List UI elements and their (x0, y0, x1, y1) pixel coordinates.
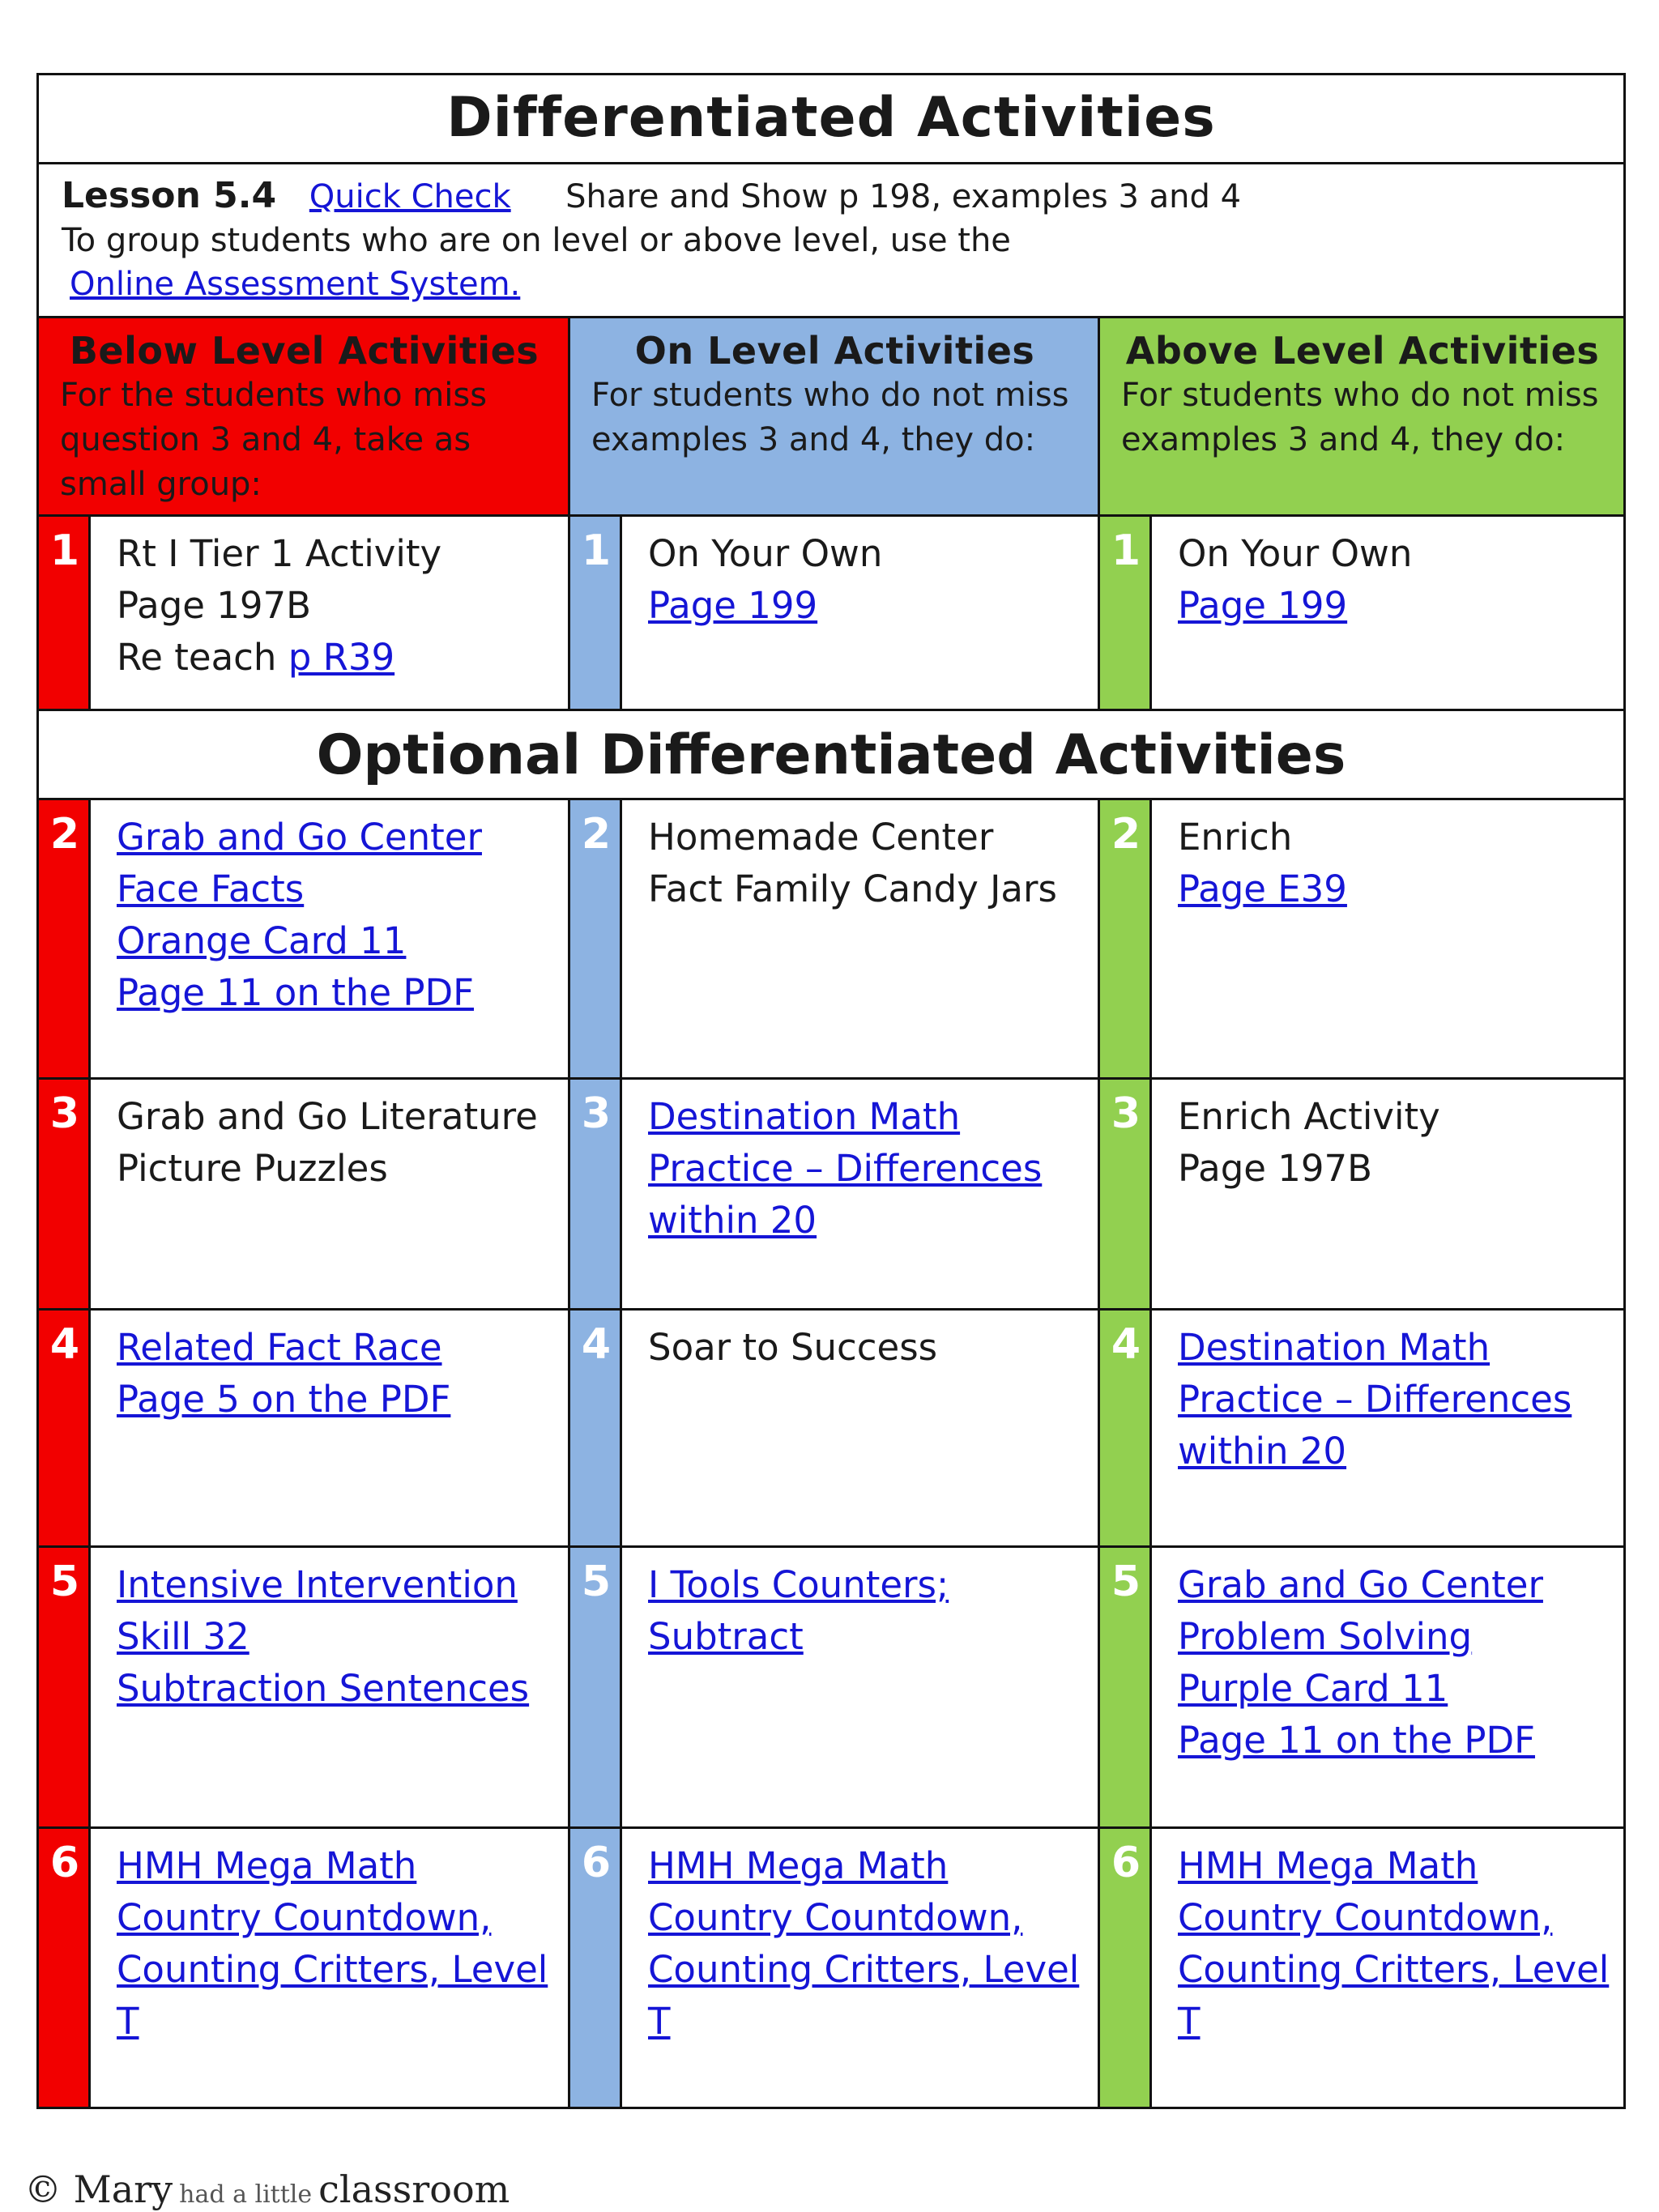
activity-link[interactable]: Page 11 on the PDF (117, 971, 474, 1014)
activity-link[interactable]: T (1178, 2000, 1201, 2043)
below-activity-3 (39, 1080, 570, 1311)
below-level-header (39, 318, 570, 517)
activity-link[interactable]: I Tools Counters; (648, 1563, 949, 1606)
activity-text: On Your Own (1178, 532, 1413, 575)
activity-link[interactable]: Orange Card 11 (117, 919, 407, 962)
activity-link[interactable]: Intensive Intervention (117, 1563, 518, 1606)
on-level-header (570, 318, 1100, 517)
activities-sheet (36, 73, 1626, 2109)
activity-text: Rt I Tier 1 Activity (117, 532, 442, 575)
activity-text: Picture Puzzles (117, 1147, 388, 1190)
activity-link[interactable]: HMH Mega Math (648, 1844, 949, 1887)
activity-number: 1 (49, 526, 80, 575)
above-level-header (1100, 318, 1623, 517)
lesson-intro (39, 164, 1623, 318)
activity-link[interactable]: Country Countdown, (117, 1896, 492, 1939)
activity-number: 6 (581, 1839, 612, 1887)
activity-link[interactable]: Page 199 (648, 584, 818, 627)
below-level-heading: Below Level Activities (69, 329, 539, 373)
activity-link[interactable]: within 20 (1178, 1430, 1347, 1473)
activity-number: 5 (581, 1558, 612, 1606)
activity-number: 6 (1111, 1839, 1141, 1887)
activity-text: Re teach (117, 636, 288, 679)
on-activity-3 (570, 1080, 1100, 1311)
activity-text: Grab and Go Literature (117, 1095, 538, 1138)
activity-text: Enrich (1178, 816, 1293, 859)
page-title: Differentiated Activities (39, 75, 1623, 164)
activity-link[interactable]: Related Fact Race (117, 1326, 442, 1369)
activity-link[interactable]: Practice – Differences (648, 1147, 1043, 1190)
on-activity-4 (570, 1311, 1100, 1548)
activity-text: Homemade Center (648, 816, 994, 859)
share-show-text: Share and Show p 198, examples 3 and 4 (565, 178, 1242, 215)
copyright-brand: classroom (318, 2167, 510, 2211)
activity-link[interactable]: Country Countdown, (648, 1896, 1023, 1939)
below-activity-5 (39, 1548, 570, 1829)
activity-link[interactable]: Page 11 on the PDF (1178, 1719, 1535, 1762)
activity-number: 5 (1111, 1558, 1141, 1606)
activity-link[interactable]: Destination Math (1178, 1326, 1491, 1369)
lesson-number: Lesson 5.4 (62, 175, 277, 216)
activity-number: 3 (1111, 1089, 1141, 1138)
activity-link[interactable]: Page E39 (1178, 867, 1347, 910)
activity-link[interactable]: Practice – Differences (1178, 1378, 1572, 1421)
below-level-description: For the students who miss question 3 and 4, take as small group: (60, 377, 488, 503)
activity-link[interactable]: Counting Critters, Level (648, 1948, 1080, 1991)
activity-number: 5 (49, 1558, 80, 1606)
above-activity-4 (1100, 1311, 1623, 1548)
reteach-link[interactable]: p R39 (288, 636, 395, 679)
activity-number: 1 (1111, 526, 1141, 575)
grouping-text: To group students who are on level or above level, use the (62, 222, 1011, 259)
activity-number: 3 (49, 1089, 80, 1138)
activity-link[interactable]: Subtraction Sentences (117, 1667, 530, 1710)
activity-link[interactable]: Skill 32 (117, 1615, 249, 1658)
activity-link[interactable]: Destination Math (648, 1095, 961, 1138)
on-activity-2 (570, 800, 1100, 1080)
activity-link[interactable]: Subtract (648, 1615, 804, 1658)
activity-text: Fact Family Candy Jars (648, 867, 1057, 910)
activity-link[interactable]: T (117, 2000, 139, 2043)
below-activity-2 (39, 800, 570, 1080)
activity-number: 3 (581, 1089, 612, 1138)
above-activity-5 (1100, 1548, 1623, 1829)
activity-number: 6 (49, 1839, 80, 1887)
activity-link[interactable]: Page 5 on the PDF (117, 1378, 451, 1421)
copyright-text: © Mary (24, 2167, 173, 2211)
activity-link[interactable]: HMH Mega Math (1178, 1844, 1478, 1887)
activity-link[interactable]: T (648, 2000, 671, 2043)
below-activity-6 (39, 1829, 570, 2107)
activity-link[interactable]: Purple Card 11 (1178, 1667, 1448, 1710)
activity-number: 4 (49, 1320, 80, 1369)
activity-text: Page 197B (1178, 1147, 1373, 1190)
on-activity-1 (570, 517, 1100, 711)
below-activity-1 (39, 517, 570, 711)
online-assessment-link[interactable]: Online Assessment System. (70, 266, 521, 303)
activity-link[interactable]: within 20 (648, 1199, 817, 1242)
activity-number: 2 (49, 810, 80, 859)
above-level-heading: Above Level Activities (1125, 329, 1600, 373)
activity-text: On Your Own (648, 532, 883, 575)
on-level-description: For students who do not miss examples 3 and 4, they do: (591, 377, 1069, 458)
activity-link[interactable]: Country Countdown, (1178, 1896, 1553, 1939)
activity-link[interactable]: Face Facts (117, 867, 305, 910)
activity-number: 4 (1111, 1320, 1141, 1369)
activity-link[interactable]: HMH Mega Math (117, 1844, 417, 1887)
activity-number: 2 (1111, 810, 1141, 859)
activity-link[interactable]: Page 199 (1178, 584, 1348, 627)
copyright-footer (24, 2167, 510, 2211)
above-activity-1 (1100, 517, 1623, 711)
below-activity-4 (39, 1311, 570, 1548)
optional-section-title: Optional Differentiated Activities (39, 711, 1623, 800)
activity-number: 4 (581, 1320, 612, 1369)
activity-number: 2 (581, 810, 612, 859)
activity-text: Soar to Success (648, 1326, 938, 1369)
activity-text: Enrich Activity (1178, 1095, 1440, 1138)
above-level-description: For students who do not miss examples 3 and 4, they do: (1121, 377, 1599, 458)
quick-check-link[interactable]: Quick Check (309, 178, 511, 215)
activity-link[interactable]: Grab and Go Center (1178, 1563, 1543, 1606)
activity-link[interactable]: Counting Critters, Level (1178, 1948, 1610, 1991)
activity-text: Page 197B (117, 584, 312, 627)
above-activity-2 (1100, 800, 1623, 1080)
on-level-heading: On Level Activities (634, 329, 1035, 373)
copyright-small-text: had a little (179, 2180, 313, 2209)
above-activity-6 (1100, 1829, 1623, 2107)
activity-link[interactable]: Problem Solving (1178, 1615, 1473, 1658)
above-activity-3 (1100, 1080, 1623, 1311)
activity-link[interactable]: Counting Critters, Level (117, 1948, 548, 1991)
on-activity-6 (570, 1829, 1100, 2107)
activity-link[interactable]: Grab and Go Center (117, 816, 482, 859)
activity-number: 1 (581, 526, 612, 575)
on-activity-5 (570, 1548, 1100, 1829)
